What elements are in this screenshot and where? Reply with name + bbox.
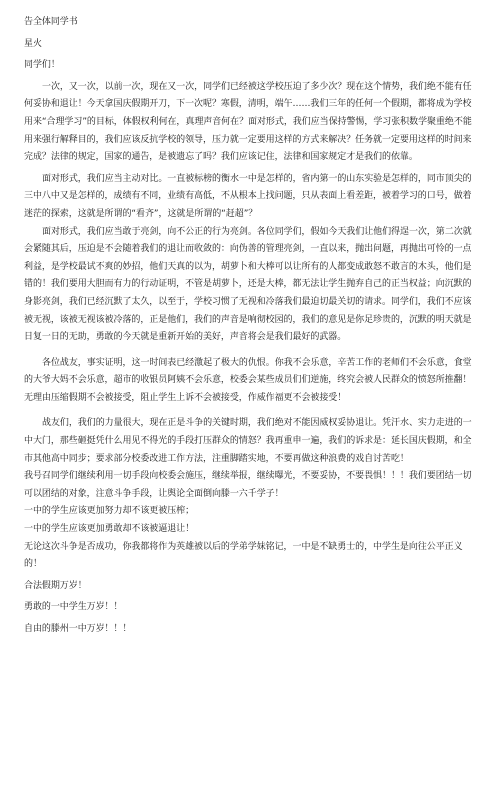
paragraph: 各位战友，事实证明，这一时间表已经激起了极大的仇恨。你我不会乐意，辛苦工作的老师们不会乐意，食堂的大爷大妈不会乐意，超市的收银员阿姨不会乐意，校委会某些成员们们逆施，终究会被人民群众的愤怒所推翻！无理由压缩假期不会被接受，阻止学生上诉不会被接受，作威作福更不会被接受！ bbox=[24, 357, 472, 403]
paragraph: 面对形式，我们应当主动对比。一直被标榜的衡水一中是怎样的，省内第一的山东实验是怎样的，同市顶尖的三中八中又是怎样的，成绩有不同，业绩有高低，不从根本上找问题，只从表面上看差距，被着学习的口号，做着迷茫的探索，这就是所谓的“看齐”，这就是所谓的“赶超”？ bbox=[24, 173, 472, 219]
closing-line: 勇敢的一中学生万岁！！ bbox=[24, 602, 123, 613]
paragraph: 战友们，我们的力量很大，现在正是斗争的关键时期，我们绝对不能因威权妥协退让。凭汗水、实力走进的一中大门，那些砸挺凭什么用见不得光的手段打压群众的情怒？我再重申一遍，我们的诉求是：延长国庆假期，和全市其他高中同步；要求部分校委改进工作方法，注重脚踏实地，不要再做这种浪费的戏自讨苦吃！ bbox=[24, 418, 472, 464]
paragraph: 面对形式，我们应当敢于亮剑，向不公正的行为亮剑。各位同学们，假如今天我们让他们得逞一次，第二次就会紧随其后，压迫是不会随着我们的退让而收敛的：向伪善的管理亮剑，一直以来，抛出问题，再抛出可怜的一点利益，是学校最试不爽的妙招，他们天真的以为，胡萝卜和大棒可以让所有的人都变成敢怒不敢言的木头，他们是错的！我们要用大胆而有力的行动证明，不管是胡萝卜，还是大棒，都无法让学生抛弃自己的正当权益；向沉默的身影亮剑，我们已经沉默了太久，以至于，学校习惯了无视和冷落我们最迫切最关切的请求。同学们，我们不应该被无视，该被无视该被冷落的，正是他们，我们的声音是响彻校园的，我们的意见是你足珍贵的，沉默的明天就是日复一日的无助，勇敢的今天就是重新开始的美好，声音将会是我们最好的武器。 bbox=[24, 226, 472, 343]
paragraph: 一次，又一次，以前一次，现在又一次，同学们已经被这学校压迫了多少次？现在这个情势，我们绝不能有任何妥协和退让！今天拿国庆假期开刀，下一次呢？寒假，清明，端午……我们三年的任何一个假期，都将成为学校用来“合理学习”的目标，体假权利何在，真理声音何在？面对形式，我们应当保持警惕，学习张积数学聚重绝不能用来强行解释目的，我们应该反抗学校的领导，压力就一定要用这样的方式来解决？任务就一定要用这样的时间来完成？法律的规定，国家的通告，是被遗忘了吗？我们应该记住，法律和国家规定才是我们的依靠。 bbox=[24, 81, 472, 163]
closing-line: 一中的学生应该更加努力却不该更被压榨； bbox=[24, 506, 195, 517]
closing-line: 一中的学生应该更加勇敢却不该被逼退让！ bbox=[24, 524, 195, 535]
closing-line: 合法假期万岁！ bbox=[24, 580, 87, 591]
closing-line: 自由的滕州一中万岁！！！ bbox=[24, 624, 132, 634]
letter-author: 星火 bbox=[24, 38, 42, 49]
letter-salutation: 同学们！ bbox=[24, 60, 60, 71]
closing-line: 我号召同学们继续利用一切手段向校委会施压，继续举报，继续曝光，不要妥协，不要畏惧！！！我们要团结一切可以团结的对象，注意斗争手段，让舆论全面倒向滕一六千学子！ bbox=[24, 471, 472, 499]
letter-title: 告全体同学书 bbox=[24, 17, 78, 27]
closing-line: 无论这次斗争是否成功，你我都将作为英雄被以后的学弟学妹铭记，一中是不缺勇士的，中学生是向往公平正义的！ bbox=[24, 541, 463, 570]
